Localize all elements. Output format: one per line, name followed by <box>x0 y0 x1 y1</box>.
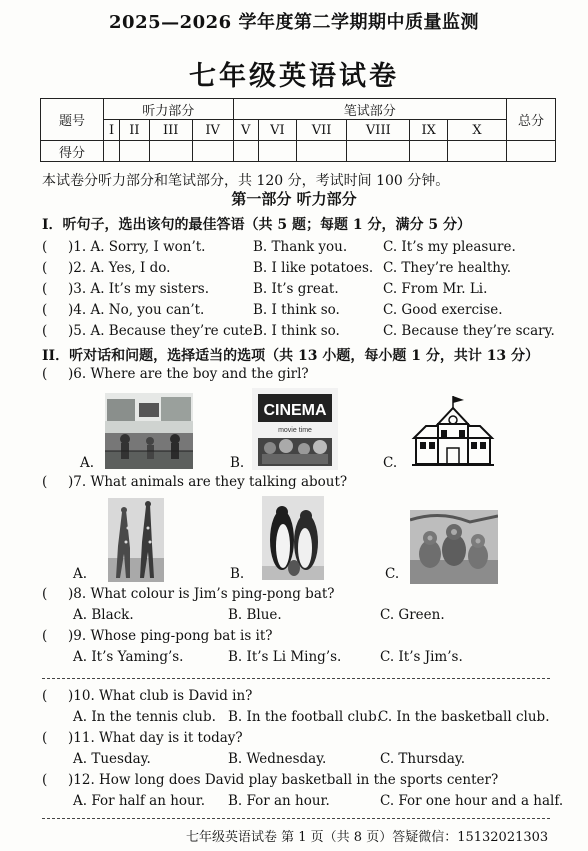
defen-label: 得分 <box>41 141 104 162</box>
score-cell[interactable] <box>104 141 120 162</box>
section2-title: II．听对话和问题，选择适当的选项（共 13 小题，每小题 1 分，共计 13 分） <box>42 348 540 364</box>
option-c-label: C. <box>383 455 398 471</box>
option-c[interactable]: C. Thursday. <box>380 751 466 767</box>
score-cell[interactable] <box>149 141 192 162</box>
total-label: 总分 <box>507 99 556 141</box>
option-a[interactable]: A. For half an hour. <box>73 793 205 809</box>
option-b[interactable]: B. For an hour. <box>228 793 330 809</box>
dashed-divider <box>42 678 550 679</box>
option-b[interactable]: B. Wednesday. <box>228 751 327 767</box>
cinema-image <box>252 388 338 470</box>
school-building-image <box>410 394 496 468</box>
option-c[interactable]: C. Green. <box>380 607 445 623</box>
giraffes-image <box>108 498 164 582</box>
score-cell[interactable] <box>258 141 296 162</box>
numeral-7: VII <box>296 120 347 141</box>
option-b[interactable]: B. In the football club. <box>228 709 382 725</box>
option-a[interactable]: A. It’s Yaming’s. <box>73 649 184 665</box>
score-table <box>40 98 556 162</box>
option-c-label: C. <box>385 566 400 582</box>
option-c[interactable]: C. In the basketball club. <box>378 709 550 725</box>
numeral-3: III <box>149 120 192 141</box>
penguins-image <box>262 496 324 580</box>
numeral-2: II <box>120 120 150 141</box>
numeral-5: V <box>233 120 258 141</box>
option-c[interactable]: C. For one hour and a half. <box>380 793 564 809</box>
score-cell[interactable] <box>296 141 347 162</box>
score-cell[interactable] <box>192 141 233 162</box>
answer-paren[interactable]: ( <box>42 730 48 746</box>
answer-paren[interactable]: ( <box>42 474 48 490</box>
answer-paren[interactable]: ( <box>42 772 48 788</box>
numeral-6: VI <box>258 120 296 141</box>
option-c[interactable]: C. It’s Jim’s. <box>380 649 463 665</box>
tihao-label: 题号 <box>41 99 104 141</box>
numeral-1: I <box>104 120 120 141</box>
paper-title: 七年级英语试卷 <box>189 61 399 92</box>
monkeys-image <box>410 510 498 584</box>
total-score-cell[interactable] <box>507 141 556 162</box>
score-cell[interactable] <box>448 141 507 162</box>
option-b[interactable]: B. It’s Li Ming’s. <box>228 649 342 665</box>
option-a[interactable]: A. In the tennis club. <box>73 709 216 725</box>
option-a[interactable]: A. Tuesday. <box>73 751 151 767</box>
answer-paren[interactable]: ( <box>42 586 48 602</box>
cinema-sub-text: movie time <box>278 427 312 434</box>
cinema-sign-text: CINEMA <box>263 402 327 419</box>
listening-header: 听力部分 <box>104 99 234 120</box>
answer-paren[interactable]: ( <box>42 366 48 382</box>
answer-paren[interactable]: ( <box>42 260 48 276</box>
option-a-label: A. <box>80 455 95 471</box>
answer-paren[interactable]: ( <box>42 628 48 644</box>
answer-paren[interactable]: ( <box>42 281 48 297</box>
score-cell[interactable] <box>120 141 150 162</box>
score-cell[interactable] <box>347 141 410 162</box>
exam-notice: 本试卷分听力部分和笔试部分，共 120 分，考试时间 100 分钟。 <box>42 173 450 189</box>
exam-year-title: 2025—2026 学年度第二学期期中质量监测 <box>109 12 479 33</box>
option-b[interactable]: B. Blue. <box>228 607 282 623</box>
park-scene-image <box>105 393 193 469</box>
answer-paren[interactable]: ( <box>42 688 48 704</box>
dashed-divider <box>42 818 550 819</box>
numeral-9: IX <box>410 120 448 141</box>
option-a-label: A. <box>73 566 88 582</box>
option-b-label: B. <box>230 455 245 471</box>
option-a[interactable]: A. Black. <box>73 607 134 623</box>
numeral-8: VIII <box>347 120 410 141</box>
option-b-label: B. <box>230 566 245 582</box>
score-cell[interactable] <box>410 141 448 162</box>
answer-paren[interactable]: ( <box>42 239 48 255</box>
page-footer: 七年级英语试卷 第 1 页（共 8 页）答疑微信：15132021303 <box>186 830 549 845</box>
writing-header: 笔试部分 <box>233 99 507 120</box>
part1-title: 第一部分 听力部分 <box>231 190 357 208</box>
numeral-4: IV <box>192 120 233 141</box>
answer-paren[interactable]: ( <box>42 302 48 318</box>
numeral-10: X <box>448 120 507 141</box>
section1-title: I．听句子，选出该句的最佳答语（共 5 题；每题 1 分，满分 5 分） <box>42 217 472 233</box>
score-cell[interactable] <box>233 141 258 162</box>
answer-paren[interactable]: ( <box>42 323 48 339</box>
